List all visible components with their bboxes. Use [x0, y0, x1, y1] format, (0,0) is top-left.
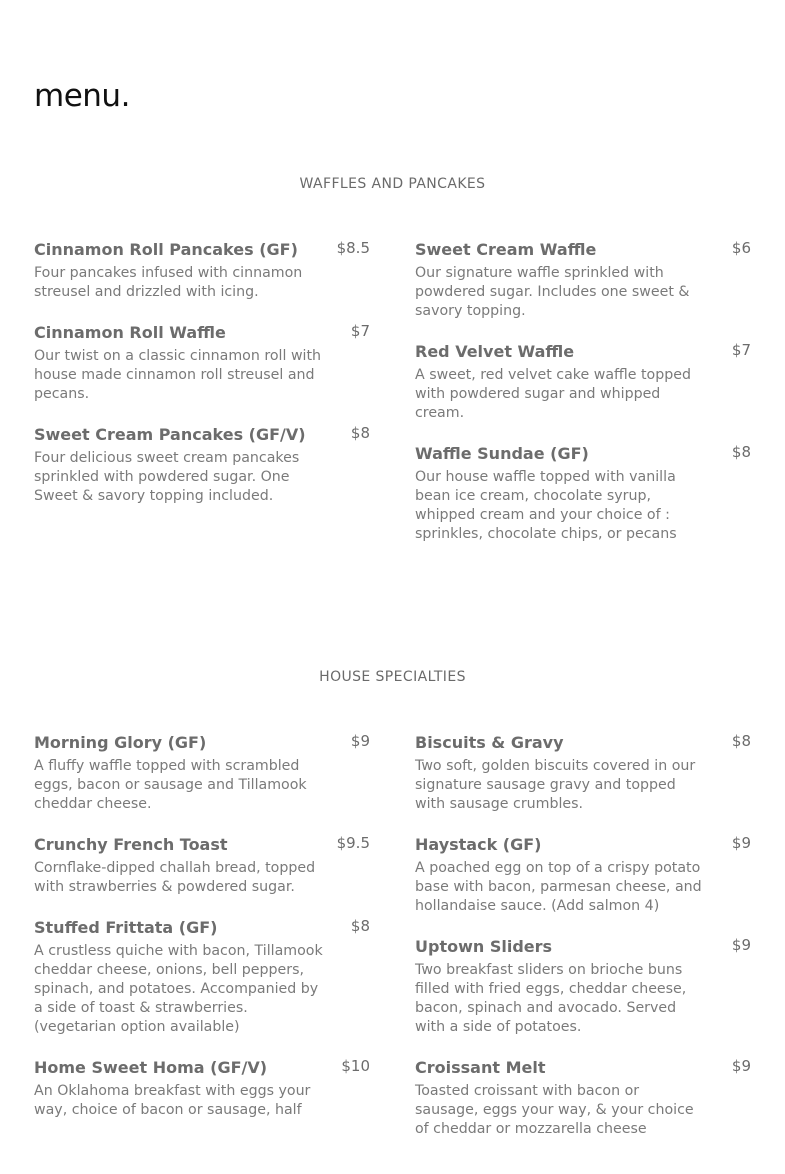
menu-column-right: [415, 733, 751, 1160]
menu-item: [415, 733, 751, 814]
menu-item: [34, 733, 370, 814]
menu-item: [34, 323, 370, 404]
menu-item-description: Our twist on a classic cinnamon roll with house made cinnamon roll streusel and pecans.: [34, 348, 322, 402]
menu-item-description: A poached egg on top of a crispy potato base with bacon, parmesan cheese, and hollandaise sauce. (Add salmon 4): [415, 860, 702, 914]
menu-item: [415, 1058, 751, 1139]
menu-item-description: A sweet, red velvet cake waffle topped with powdered sugar and whipped cream.: [415, 367, 691, 421]
menu-item: [34, 425, 370, 506]
menu-item-price: $7: [350, 322, 370, 340]
section-heading-waffles-and-pancakes: WAFFLES AND PANCAKES: [299, 176, 486, 192]
menu-item-name: Morning Glory (GF): [34, 733, 207, 752]
menu-item-price: $8: [731, 443, 751, 461]
menu-item-price: $9.5: [336, 834, 370, 852]
menu-item-description: An Oklahoma breakfast with eggs your way, choice of bacon or sausage, half: [34, 1083, 311, 1118]
menu-item: [34, 918, 370, 1037]
menu-item-name: Waffle Sundae (GF): [415, 444, 589, 463]
menu-item-price: $9: [350, 732, 370, 750]
menu-item-description: Four pancakes infused with cinnamon streusel and drizzled with icing.: [34, 265, 303, 300]
menu-item: [34, 1058, 370, 1120]
menu-item-name: Home Sweet Homa (GF/V): [34, 1058, 268, 1077]
menu-item: [34, 835, 370, 897]
menu-column-right: [415, 240, 751, 565]
menu-item-description: Two breakfast sliders on brioche buns filled with fried eggs, cheddar cheese, bacon, spinach and avocado. Served with a side of potatoes.: [415, 962, 687, 1035]
menu-item: [415, 835, 751, 916]
menu-column-left: [34, 240, 370, 527]
menu-item-price: $8: [350, 917, 370, 935]
menu-item-name: Cinnamon Roll Pancakes (GF): [34, 240, 298, 259]
menu-item-price: $8: [350, 424, 370, 442]
menu-item-description: Toasted croissant with bacon or sausage, eggs your way, & your choice of cheddar or mozzarella cheese: [415, 1083, 694, 1137]
menu-item-price: $7: [731, 341, 751, 359]
menu-item: [415, 240, 751, 321]
menu-item-description: Cornflake-dipped challah bread, topped with strawberries & powdered sugar.: [34, 860, 316, 895]
menu-item-name: Croissant Melt: [415, 1058, 546, 1077]
menu-item-name: Cinnamon Roll Waffle: [34, 323, 226, 342]
menu-item: [34, 240, 370, 302]
menu-item-name: Sweet Cream Pancakes (GF/V): [34, 425, 306, 444]
menu-item-price: $8: [731, 732, 751, 750]
menu-item-name: Biscuits & Gravy: [415, 733, 564, 752]
menu-item: [415, 937, 751, 1037]
menu-item: [415, 444, 751, 544]
menu-item-price: $9: [731, 834, 751, 852]
menu-item-description: Our signature waffle sprinkled with powdered sugar. Includes one sweet & savory topping.: [415, 265, 690, 319]
menu-item: [415, 342, 751, 423]
menu-item-name: Red Velvet Waffle: [415, 342, 575, 361]
menu-column-left: [34, 733, 370, 1141]
menu-item-name: Uptown Sliders: [415, 937, 553, 956]
menu-item-description: Four delicious sweet cream pancakes sprinkled with powdered sugar. One Sweet & savory topping included.: [34, 450, 300, 504]
menu-item-description: A crustless quiche with bacon, Tillamook cheddar cheese, onions, bell peppers, spinach, and potatoes. Accompanied by a side of toast & strawberries. (vegetarian option available): [34, 943, 323, 1035]
menu-item-name: Crunchy French Toast: [34, 835, 228, 854]
menu-item-description: Two soft, golden biscuits covered in our signature sausage gravy and topped with sausage crumbles.: [415, 758, 696, 812]
menu-item-price: $10: [341, 1057, 370, 1075]
menu-item-description: Our house waffle topped with vanilla bean ice cream, chocolate syrup, whipped cream and your choice of : sprinkles, chocolate chips, or pecans: [415, 469, 677, 542]
menu-item-price: $9: [731, 936, 751, 954]
menu-item-price: $6: [731, 239, 751, 257]
section-heading-house-specialties: HOUSE SPECIALTIES: [319, 669, 466, 685]
page-title: menu.: [34, 78, 130, 114]
menu-item-price: $9: [731, 1057, 751, 1075]
menu-item-name: Haystack (GF): [415, 835, 542, 854]
menu-item-name: Stuffed Frittata (GF): [34, 918, 218, 937]
menu-item-name: Sweet Cream Waffle: [415, 240, 597, 259]
menu-item-description: A fluffy waffle topped with scrambled eggs, bacon or sausage and Tillamook cheddar cheese.: [34, 758, 307, 812]
menu-item-price: $8.5: [336, 239, 370, 257]
